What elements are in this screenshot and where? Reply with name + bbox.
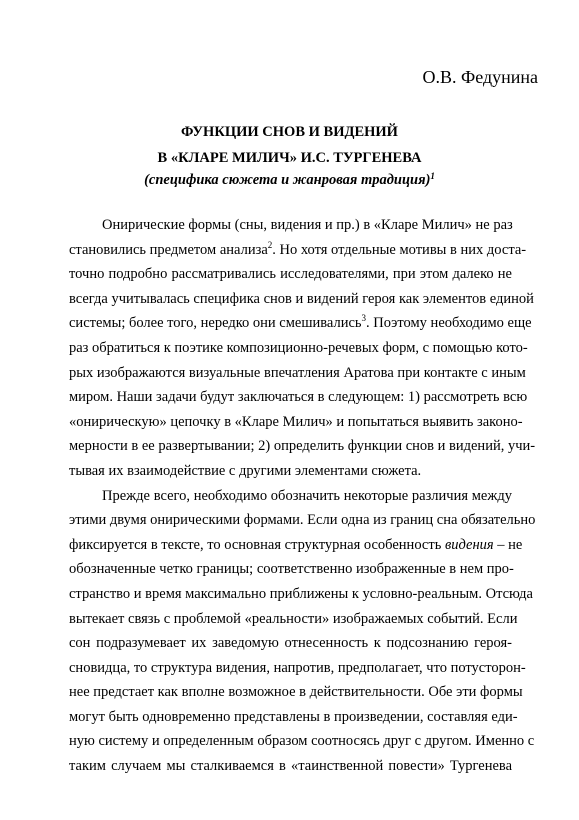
footnote-ref-2: 2 (267, 239, 273, 250)
footnote-ref-1: 1 (430, 171, 435, 181)
paragraph-1-line: мерности в ее развертывании; 2) определить функции снов и видений, учи- (69, 438, 536, 455)
article-body (69, 213, 536, 779)
paragraph-2-line: таким случаем мы сталкиваемся в «таинственной повести» Тургенева (69, 758, 512, 775)
paragraph-1-line: «онирическую» цепочку в «Кларе Милич» и попытаться выявить законо- (69, 413, 523, 430)
paragraph-1-line: Онирические формы (сны, видения и пр.) в «Кларе Милич» не раз (102, 217, 513, 233)
paragraph-1-line: рых изображаются визуальные впечатления Аратова при контакте с иным (69, 364, 526, 381)
paragraph-2-line: нее предстает как вполне возможное в действительности. Обе эти формы (69, 684, 523, 701)
paragraph-2-line: сон подразумевает их заведомую отнесенность к подсознанию героя- (69, 635, 512, 652)
paragraph-2-line: вытекает связь с проблемой «реальности» изображаемых событий. Если (69, 610, 518, 627)
paragraph-2-line: ную систему и определенным образом соотносясь друг с другом. Именно с (69, 733, 535, 750)
paragraph-1-line: тывая их взаимодействие с другими элементами сюжета. (69, 462, 422, 479)
title-line-2: В «КЛАРЕ МИЛИЧ» И.С. ТУРГЕНЕВА (157, 150, 422, 166)
emphasis-word: видения (444, 536, 494, 553)
paragraph-1-line: всегда учитывалась специфика снов и видений героя как элементов единой (69, 290, 534, 307)
paragraph-1-line: раз обратиться к поэтике композиционно-речевых форм, с помощью кото- (69, 339, 528, 356)
paragraph-2-line: могут быть одновременно представлены в произведении, составляя еди- (69, 708, 518, 725)
paragraph-2-line: этими двумя онирическими формами. Если одна из границ сна обязательно (69, 512, 536, 529)
footnote-ref-3: 3 (361, 313, 367, 324)
paragraph-1-line: системы; более того, нередко они смешивались$^3$. Поэтому необходимо еще (69, 313, 532, 332)
author-name: О.В. Федунина (422, 67, 538, 87)
paragraph-1-line: миром. Наши задачи будут заключаться в следующем: 1) рассмотреть всю (69, 389, 528, 406)
paragraph-2-line: фиксируется в тексте, то основная структурная особенность видения – не (69, 536, 523, 553)
title-line-1: ФУНКЦИИ СНОВ И ВИДЕНИЙ (181, 124, 398, 140)
paragraph-1-line: становились предметом анализа$^2$. Но хотя отдельные мотивы в них доста- (69, 239, 527, 258)
paragraph-1-line: точно подробно рассматривались исследователями, при этом далеко не (69, 266, 512, 283)
paragraph-2-line: Прежде всего, необходимо обозначить некоторые различия между (102, 487, 512, 504)
paragraph-2-line: обозначенные четко границы; соответственно изображенные в нем про- (69, 561, 514, 578)
paragraph-2-line: странство и время максимально приближены к условно-реальным. Отсюда (69, 585, 533, 602)
subtitle-text: (специфика сюжета и жанровая традиция) (144, 172, 431, 188)
paragraph-2-line: сновидца, то структура видения, напротив, предполагает, что потусторон- (69, 659, 526, 676)
subtitle (0, 172, 579, 188)
